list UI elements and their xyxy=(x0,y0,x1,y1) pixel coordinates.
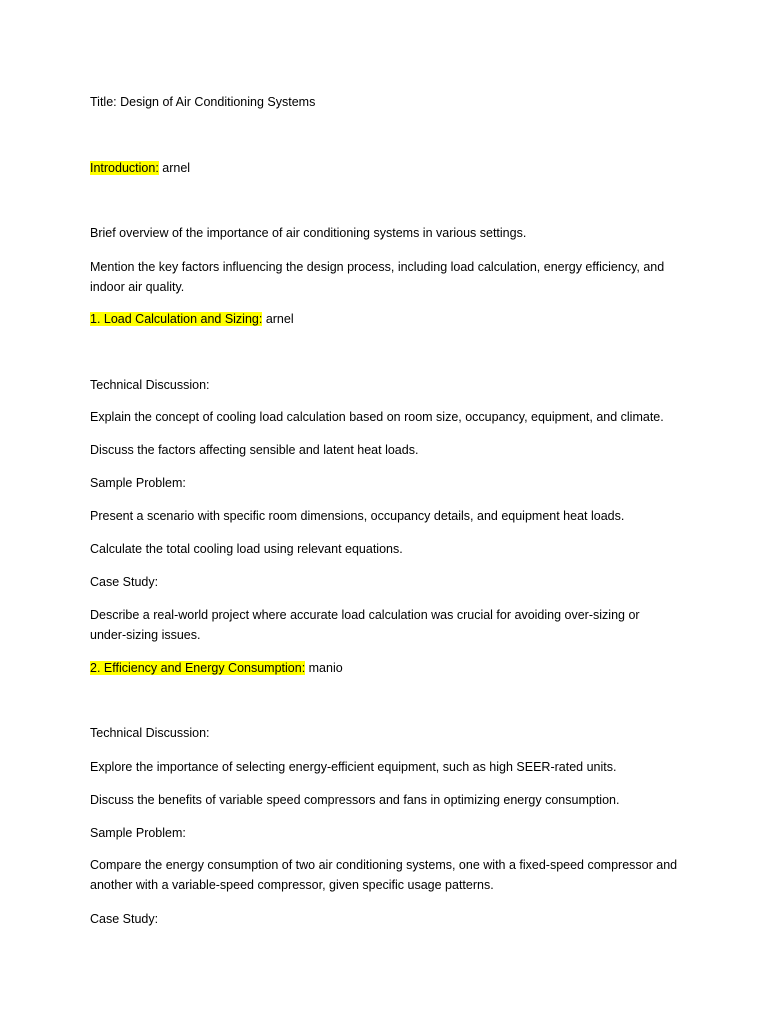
section1-technical-label: Technical Discussion: xyxy=(90,378,210,392)
document-title: Title: Design of Air Conditioning Systems xyxy=(90,95,316,109)
section2-heading: 2. Efficiency and Energy Consumption: xyxy=(90,661,306,675)
intro-assignee: arnel xyxy=(158,161,191,175)
section1-sample-paragraph-1: Present a scenario with specific room dimensions, occupancy details, and equipment heat loads. xyxy=(90,509,625,523)
intro-heading: Introduction: xyxy=(90,161,159,175)
section1-heading-line xyxy=(90,309,690,329)
section2-case-label: Case Study: xyxy=(90,912,159,926)
section1-sample-paragraph-2: Calculate the total cooling load using relevant equations. xyxy=(90,542,403,556)
section1-technical-paragraph-2: Discuss the factors affecting sensible and latent heat loads. xyxy=(90,443,419,457)
section2-sample-label: Sample Problem: xyxy=(90,826,186,840)
section1-case-paragraph-1: Describe a real-world project where accurate load calculation was crucial for avoiding over-sizing or under-sizing issues. xyxy=(90,608,640,642)
intro-paragraph-2: Mention the key factors influencing the design process, including load calculation, energy efficiency, and indoor air quality. xyxy=(90,260,665,294)
section1-technical-paragraph-1: Explain the concept of cooling load calculation based on room size, occupancy, equipment, and climate. xyxy=(90,410,664,424)
section2-sample-paragraph-1: Compare the energy consumption of two air conditioning systems, one with a fixed-speed compressor and another with a variable-speed compressor, given specific usage patterns. xyxy=(90,858,678,892)
section2-technical-paragraph-1: Explore the importance of selecting energy-efficient equipment, such as high SEER-rated units. xyxy=(90,760,617,774)
section2-heading-line xyxy=(90,658,690,678)
section2-technical-paragraph-2: Discuss the benefits of variable speed compressors and fans in optimizing energy consumption. xyxy=(90,793,620,807)
intro-heading-line xyxy=(90,158,690,178)
intro-paragraph-1: Brief overview of the importance of air conditioning systems in various settings. xyxy=(90,226,527,240)
section1-assignee: arnel xyxy=(262,312,294,326)
section1-sample-label: Sample Problem: xyxy=(90,476,186,490)
section1-case-label: Case Study: xyxy=(90,575,159,589)
section2-technical-label: Technical Discussion: xyxy=(90,726,210,740)
section2-assignee: manio xyxy=(305,661,343,675)
section1-heading: 1. Load Calculation and Sizing: xyxy=(90,312,263,326)
